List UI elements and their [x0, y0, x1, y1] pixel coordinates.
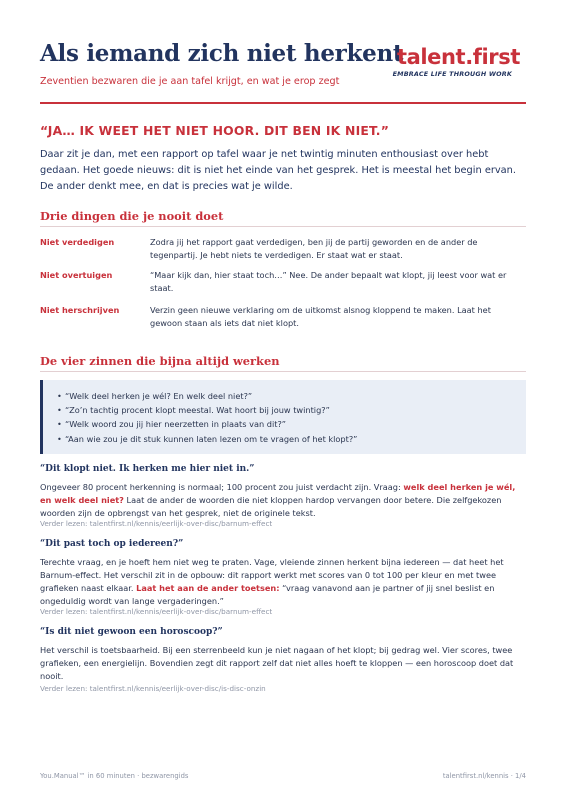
phrase-text: “Welk deel herken je wél? En welk deel niet?” [65, 391, 253, 401]
page-header [40, 40, 526, 102]
read-more-link[interactable]: Verder lezen: talentfirst.nl/kennis/eerlijk-over-disc/barnum-effect [40, 519, 273, 528]
objection-question: “Dit past toch op iedereen?” [40, 539, 184, 549]
phrase-text: “Welk woord zou jij hier neerzetten in plaats van dit?” [65, 419, 287, 430]
header-divider [40, 102, 526, 104]
never-item-desc: “Maar kijk dan, hier staat toch…” Nee. De ander bepaalt wat klopt, jij leest voor wat er staat. [150, 270, 507, 293]
intro-quote-heading: “JA… IK WEET HET NIET HOOR. DIT BEN IK NIET.” [40, 123, 390, 138]
read-more-link[interactable]: Verder lezen: talentfirst.nl/kennis/eerlijk-over-disc/barnum-effect [40, 607, 273, 616]
never-item-term: Niet verdedigen [40, 237, 115, 247]
logo-tagline: EMBRACE LIFE THROUGH WORK [392, 70, 512, 78]
objection-answer [40, 644, 526, 683]
phrases-callout [40, 380, 526, 454]
answer-text: Het verschil is toetsbaarheid. Bij een sterrenbeeld kun je niet nagaan of het klopt; bij gedrag wel. Vier scores, twee grafieken, een energielijn. Bovendien zegt dit rapport zelf dat niet alles hoeft te kloppen — een horoscoop doet dat nooit. [40, 645, 514, 681]
answer-highlight: Laat het aan de ander toetsen: [136, 583, 280, 593]
bullet-icon: • [57, 433, 62, 444]
page-subtitle: Zeventien bezwaren die je aan tafel krijgt, en wat je erop zegt [40, 76, 340, 87]
phrase-item [57, 389, 357, 403]
bullet-icon: • [57, 419, 62, 430]
answer-text: Laat de ander de woorden die niet kloppen hardop vervangen door betere. Die zelfgekozen woorden zijn de opbrengst van het gesprek, niet de originele tekst. [40, 495, 502, 518]
page-title: Als iemand zich niet herkent [40, 40, 404, 67]
brand-logo [380, 44, 520, 84]
answer-highlight: welk deel herken je wél, en welk deel niet? [40, 482, 516, 505]
phrase-item [57, 403, 357, 417]
phrase-text: “Aan wie zou je dit stuk kunnen laten lezen om te vragen of het klopt?” [65, 433, 358, 444]
objection-question: “Dit klopt niet. Ik herken me hier niet in.” [40, 464, 255, 474]
never-item-term: Niet overtuigen [40, 270, 113, 280]
footer-left: You.Manual™ in 60 minuten · bezwarengids [40, 772, 189, 780]
answer-text: Ongeveer 80 procent herkenning is normaal; 100 procent zou juist verdacht zijn. Vraag: [40, 482, 404, 492]
footer-right: talentfirst.nl/kennis · 1/4 [442, 772, 526, 780]
read-more-link[interactable]: Verder lezen: talentfirst.nl/kennis/eerlijk-over-disc/is-disc-onzin [40, 684, 266, 693]
objection-answer [40, 481, 526, 520]
never-item-desc: Zodra jij het rapport gaat verdedigen, ben jij de partij geworden en de ander de tegenpartij. Je hebt niets te verdedigen. Er staat wat er staat. [150, 237, 478, 260]
intro-paragraph: Daar zit je dan, met een rapport op tafel waar je net twintig minuten enthousiast over hebt gedaan. Het goede nieuws: dit is niet het einde van het gesprek. Het is meestal het begin ervan. De ander denkt mee, en dat is precies wat je wilde. [40, 149, 517, 192]
answer-text: Terechte vraag, en je hoeft hem niet weg te praten. Vage, vleiende zinnen herkent bijna iedereen — dat heet het Barnum-effect. Het verschil zit in de opbouw: dit rapport werkt met scores van 0 tot 100 per kleur en met twee grafieken naast elkaar. [40, 557, 504, 593]
bullet-icon: • [57, 391, 62, 401]
phrase-item [57, 417, 357, 431]
section-heading-four: De vier zinnen die bijna altijd werken [40, 354, 280, 368]
section-divider [40, 226, 526, 227]
section-divider [40, 371, 526, 372]
section-heading-never: Drie dingen die je nooit doet [40, 209, 224, 223]
bullet-icon: • [57, 405, 62, 416]
answer-text: “vraag vanavond aan je partner of jij snel beslist en ongeduldig wordt van lange vergaderingen.” [40, 583, 495, 606]
phrase-text: “Zo’n tachtig procent klopt meestal. Wat hoort bij jouw twintig?” [65, 405, 330, 416]
never-item-term: Niet herschrijven [40, 305, 120, 315]
objection-answer [40, 556, 526, 608]
objection-question: “Is dit niet gewoon een horoscoop?” [40, 627, 223, 637]
logo-wordmark: talent.first [396, 45, 520, 69]
phrases-list [57, 389, 358, 446]
never-item-desc: Verzin geen nieuwe verklaring om de uitkomst alsnog kloppend te maken. Laat het gewoon staan als iets dat niet klopt. [150, 305, 491, 328]
phrase-item [57, 432, 358, 446]
